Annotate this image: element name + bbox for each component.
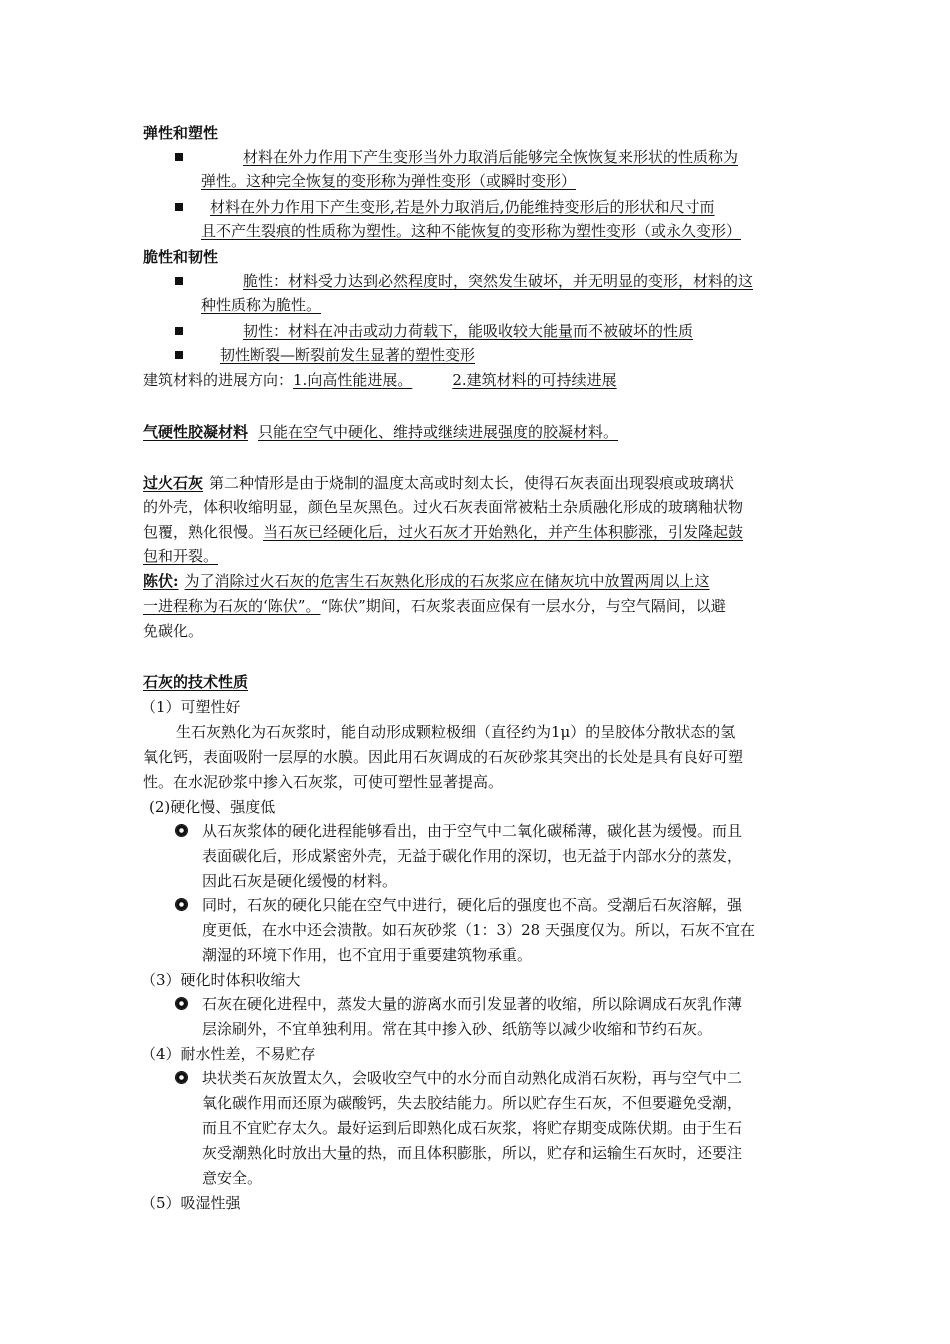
plasticity-text-line1: 材料在外力作用下产生变形,若是外力取消后,仍能维持变形后的形状和尺寸而: [210, 198, 715, 216]
air-hardening-binder-term: 气硬性胶凝材料: [143, 423, 249, 441]
development-direction-prefix: 建筑材料的进展方向：: [143, 371, 294, 389]
air-hardening-binder-definition: [143, 421, 618, 443]
property-2-bullet1-line3: 因此石灰是硬化缓慢的材料。: [202, 872, 398, 890]
property-2-bullet1-line2: 表面碳化后，形成紧密外壳，无益于碳化作用的深切，也无益于内部水分的蒸发，: [202, 847, 743, 865]
property-4-title: （4）耐水性差，不易贮存: [141, 1045, 316, 1063]
plasticity-text-line2: 且不产生裂痕的性质称为塑性。这种不能恢复的变形称为塑性变形（或永久变形）: [201, 222, 742, 240]
property-2-bullet2-line3: 潮湿的环境下作用，也不宜用于重要建筑物承重。: [202, 946, 533, 964]
flower-bullet-icon: [176, 998, 187, 1009]
square-bullet-icon: [175, 153, 183, 161]
heading-brittleness-toughness: 脆性和韧性: [143, 248, 219, 266]
toughness-text: 韧性：材料在冲击或动力荷载下，能吸收较大能量而不被破坏的性质: [243, 322, 694, 340]
overburnt-lime-text-1: 第二种情形是由于烧制的温度太高或时刻太长，使得石灰表面出现裂痕或玻璃状: [209, 474, 735, 492]
ductile-fracture-text: 韧性断裂—断裂前发生显著的塑性变形: [220, 346, 476, 364]
aging-line2: [143, 595, 726, 617]
square-bullet-icon: [175, 277, 183, 285]
overburnt-lime-text-3a: 包覆，熟化很慢。: [143, 523, 264, 541]
aging-line1: [143, 570, 710, 592]
overburnt-lime-line1: [143, 472, 734, 494]
property-1-line3: 性。在水泥砂浆中掺入石灰浆，可使可塑性显著提高。: [143, 773, 504, 791]
overburnt-lime-text-3b: 当石灰已经硬化后，过火石灰才开始熟化，并产生体积膨涨，引发隆起鼓: [263, 523, 744, 541]
brittleness-text-line2: 种性质称为脆性。: [201, 296, 322, 314]
aging-text-2a: 一进程称为石灰的‘陈伏”。: [143, 597, 321, 615]
property-3-bullet1-line2: 层涂刷外，不宜单独利用。常在其中掺入砂、纸筋等以减少收缩和节约石灰。: [202, 1020, 713, 1038]
air-hardening-binder-text: 只能在空气中硬化、维持或继续进展强度的胶凝材料。: [258, 423, 619, 441]
aging-term: 陈伏:: [143, 572, 179, 590]
property-3-title: （3）硬化时体积收缩大: [141, 971, 301, 989]
flower-bullet-icon: [176, 1072, 187, 1083]
square-bullet-icon: [175, 203, 183, 211]
square-bullet-icon: [175, 351, 183, 359]
development-direction-1: 1.向高性能进展。: [293, 371, 413, 389]
elasticity-text-line2: 弹性。这种完全恢复的变形称为弹性变形（或瞬时变形）: [201, 172, 577, 190]
aging-text-1: 为了消除过火石灰的危害生石灰熟化形成的石灰浆应在储灰坑中放置两周以上这: [184, 572, 710, 590]
property-2-bullet2-line2: 度更低，在水中还会溃散。如石灰砂浆（1：3）28 天强度仅为。所以，石灰不宜在: [202, 921, 755, 939]
overburnt-lime-line2: 的外壳，体积收缩明显，颜色呈灰黑色。过火石灰表面常被粘土杂质融化形成的玻璃釉状物: [143, 498, 744, 516]
heading-elasticity-plasticity: 弹性和塑性: [143, 124, 219, 142]
property-4-bullet1-line3: 而且不宜贮存太久。最好运到后即熟化成石灰浆，将贮存期变成陈伏期。由于生石: [202, 1119, 743, 1137]
overburnt-lime-line3: [143, 521, 743, 543]
property-2-title: (2)硬化慢、强度低: [149, 798, 276, 816]
property-1-line1: 生石灰熟化为石灰浆时，能自动形成颗粒极细（直径约为1μ）的呈胶体分散状态的氢: [176, 723, 736, 741]
property-2-bullet2-line1: 同时，石灰的硬化只能在空气中进行，硬化后的强度也不高。受潮后石灰溶解，强: [202, 896, 743, 914]
development-direction: [143, 369, 617, 391]
property-3-bullet1-line1: 石灰在硬化进程中，蒸发大量的游离水而引发显著的收缩，所以除调成石灰乳作薄: [202, 995, 743, 1013]
property-4-bullet1-line5: 意安全。: [202, 1169, 263, 1187]
property-2-bullet1-line1: 从石灰浆体的硬化进程能够看出，由于空气中二氧化碳稀薄，碳化甚为缓慢。而且: [202, 822, 743, 840]
property-4-bullet1-line1: 块状类石灰放置太久，会吸收空气中的水分而自动熟化成消石灰粉，再与空气中二: [202, 1069, 743, 1087]
property-1-line2: 氧化钙，表面吸附一层厚的水膜。因此用石灰调成的石灰砂浆其突出的长处是具有良好可塑: [143, 748, 744, 766]
property-1-title: （1）可塑性好: [141, 698, 241, 716]
aging-text-2b: “陈伏”期间，石灰浆表面应保有一层水分，与空气隔间，以避: [320, 597, 726, 615]
elasticity-text-line1: 材料在外力作用下产生变形当外力取消后能够完全恢恢复来形状的性质称为: [243, 148, 739, 166]
property-4-bullet1-line2: 氧化碳作用而还原为碳酸钙，失去胶结能力。所以贮存生石灰，不但要避免受潮，: [202, 1094, 743, 1112]
development-direction-2: 2.建筑材料的可持续进展: [452, 371, 617, 389]
brittleness-text-line1: 脆性：材料受力达到必然程度时，突然发生破坏，并无明显的变形，材料的这: [243, 272, 754, 290]
square-bullet-icon: [175, 327, 183, 335]
flower-bullet-icon: [176, 825, 187, 836]
property-4-bullet1-line4: 灰受潮熟化时放出大量的热，而且体积膨胀，所以，贮存和运输生石灰时，还要注: [202, 1144, 743, 1162]
flower-bullet-icon: [176, 899, 187, 910]
overburnt-lime-line4: 包和开裂。: [143, 547, 219, 565]
aging-line3: 免碳化。: [143, 622, 204, 640]
overburnt-lime-term: 过火石灰: [143, 474, 204, 492]
property-5-title: （5）吸湿性强: [141, 1194, 241, 1212]
heading-lime-properties: 石灰的技术性质: [143, 673, 249, 691]
